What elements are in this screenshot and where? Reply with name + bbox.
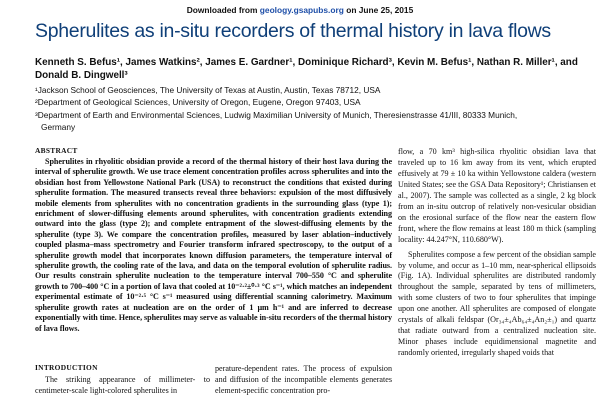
abstract-section xyxy=(35,146,392,334)
intro-text-col1: The striking appearance of millimeter- to centimeter-scale light-colored spherulites in xyxy=(35,375,210,395)
affiliation-2: ²Department of Geological Sciences, University of Oregon, Eugene, Oregon 97403, USA xyxy=(35,97,361,108)
paper-title: Spherulites as in-situ recorders of thermal history in lava flows xyxy=(35,20,551,42)
abstract-text: Spherulites in rhyolitic obsidian provide a record of the thermal history of their host lava during the interval of spherulite growth. We use trace element concentration profiles across spherulites and into the obsidian host from Yellowstone National Park (USA) to reconstruct the conditions that existed during spherulite formation. The measured transects reveal three behaviors: expulsion of the most diffusively mobile elements from spherulites with no concentration gradients in the surrounding glass (type 1); enrichment of slower-diffusing elements around spherulites, with concentration gradients extending outward into the glass (type 2); and complete entrapment of the slowest-diffusing elements by the spherulite (type 3). We compare the concentration profiles, measured by laser ablation–inductively coupled plasma–mass spectrometry and Fourier transform infrared spectroscopy, to the output of a spherulite growth model that incorporates known diffusion parameters, the temperature interval of spherulite growth, the cooling rate of the lava, and data on the temporal evolution of spherulite radius. Our results constrain spherulite nucleation to the temperature interval 700–550 °C and spherulite growth to 700–400 °C in a portion of lava that cooled at 10⁻²·²±⁰·³ °C s⁻¹, which matches an independent experimental estimate of 10⁻²·⁵ °C s⁻¹ measured using differential scanning calorimetry. Maximum spherulite growth rates at nucleation are on the order of 1 µm h⁻¹ and are inferred to decrease exponentially with time. Hence, spherulites may serve as valuable in-situ recorders of the thermal history of lava flows. xyxy=(35,157,392,333)
affiliation-3-cont: Germany xyxy=(41,122,76,133)
right-column xyxy=(398,147,596,359)
download-site-link[interactable]: geology.gsapubs.org xyxy=(259,5,344,15)
download-notice: Downloaded from geology.gsapubs.org on June 25, 2015 xyxy=(186,5,414,15)
intro-text-col2: perature-dependent rates. The process of expulsion and diffusion of the incompatible elements generates element-specific concentration pro- xyxy=(215,364,392,395)
right-paragraph-2: Spherulites compose a few percent of the obsidian sample by volume, and occur as 1–10 mm, near-spherical ellipsoids (Fig. 1A). Individual spherulites are distributed randomly throughout the sample, separated by tens of millimeters, with some clusters of two to four spherulites that impinge upon one another. All spherulites are composed of elongate crystals of alkali feldspar (Or₃₄±₄Ab₆₄±₄An₂±₁) and quartz that radiate outward from a centralized nucleation site. Minor phases include equidimensional magnetite and randomly oriented, irregularly shaped voids that xyxy=(398,249,596,358)
affiliation-3: ³Department of Earth and Environmental Sciences, Ludwig Maximilian University of Munich, Theresienstrasse 41/III, 80333 Munich, xyxy=(35,109,518,120)
intro-heading: INTRODUCTION xyxy=(35,363,98,372)
affiliations xyxy=(35,84,590,134)
abstract-heading: ABSTRACT xyxy=(35,146,78,155)
affiliation-1: ¹Jackson School of Geosciences, The University of Texas at Austin, Austin, Texas 78712, USA xyxy=(35,85,381,95)
right-paragraph-1: flow, a 70 km³ high-silica rhyolitic obsidian lava that traveled up to 16 km away from its vent, which erupted effusively at 79 ± 10 ka within Yellowstone caldera (western United States; see the GSA Data Repository¹; Christiansen et al., 2007). The sample was collected as a single, 2 kg block from an in-situ outcrop of relatively non-vesicular obsidian on the erosional surface of the flow near the eastern flow front, where the flow remains at least 180 m thick (sampling locality: 44.247°N, 110.680°W). xyxy=(398,147,596,244)
author-list: Kenneth S. Befus¹, James Watkins², James E. Gardner¹, Dominique Richard³, Kevin M. Befus¹, Nathan R. Miller¹, and Donald B. Dingwell³ xyxy=(35,57,578,81)
